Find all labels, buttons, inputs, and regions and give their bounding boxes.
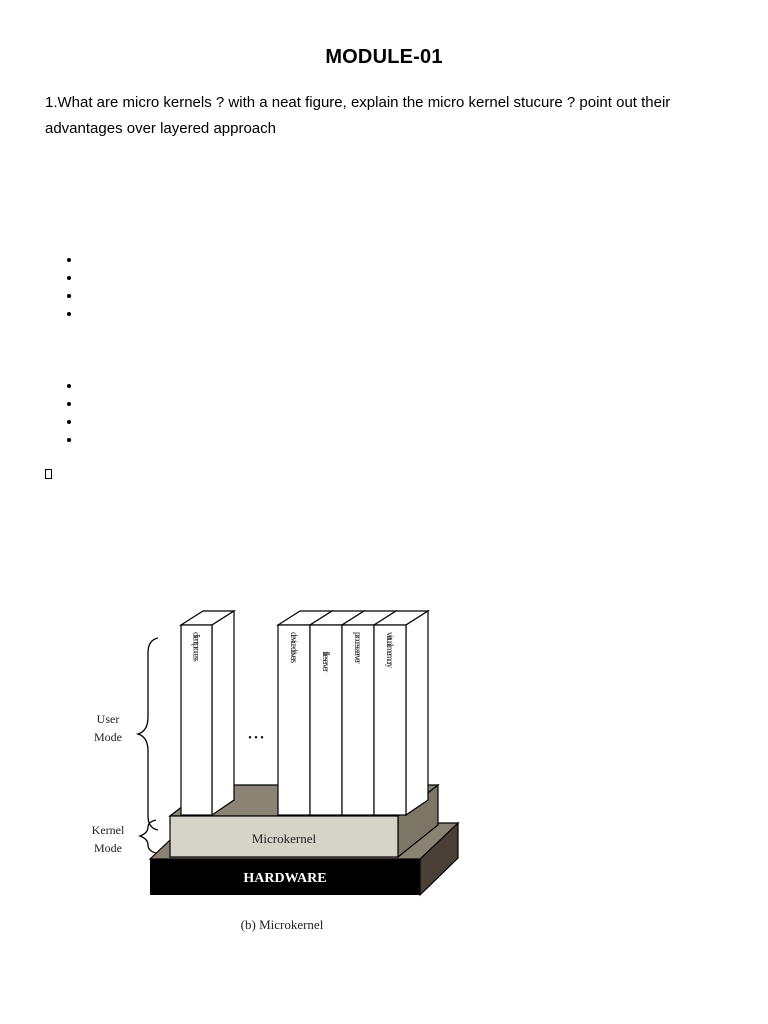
figure-caption: (b) Microkernel	[240, 917, 324, 932]
missing-glyph-icon	[45, 469, 52, 479]
hardware-label: HARDWARE	[243, 871, 327, 886]
column-label-virtual-memory: virtual memory	[385, 632, 395, 667]
kernel-mode-label-line1: Kernel	[91, 823, 125, 837]
column-label-device-drivers: device drivers	[289, 632, 299, 662]
kernel-mode-label-line2: Mode	[94, 841, 122, 855]
microkernel-label: Microkernel	[251, 831, 317, 846]
column-label-client-process: client process	[191, 632, 202, 661]
column-ellipsis: • • •	[248, 733, 264, 744]
column-side	[212, 611, 234, 815]
column-label-file-server: file server	[321, 651, 331, 671]
user-mode-label-line2: Mode	[94, 730, 122, 744]
user-mode-label-line1: User	[96, 712, 120, 726]
kernel-mode-brace	[140, 820, 156, 853]
microkernel-figure	[70, 595, 490, 950]
page-title: MODULE-01	[325, 46, 443, 68]
user-mode-brace	[138, 638, 158, 830]
question-text: 1.What are micro kernels ? with a neat figure, explain the micro kernel stucure ? point out their advantages over layered approach	[45, 94, 671, 137]
column-side	[406, 611, 428, 815]
column-label-process-server: process server	[353, 632, 363, 663]
microkernel-diagram	[70, 595, 490, 950]
